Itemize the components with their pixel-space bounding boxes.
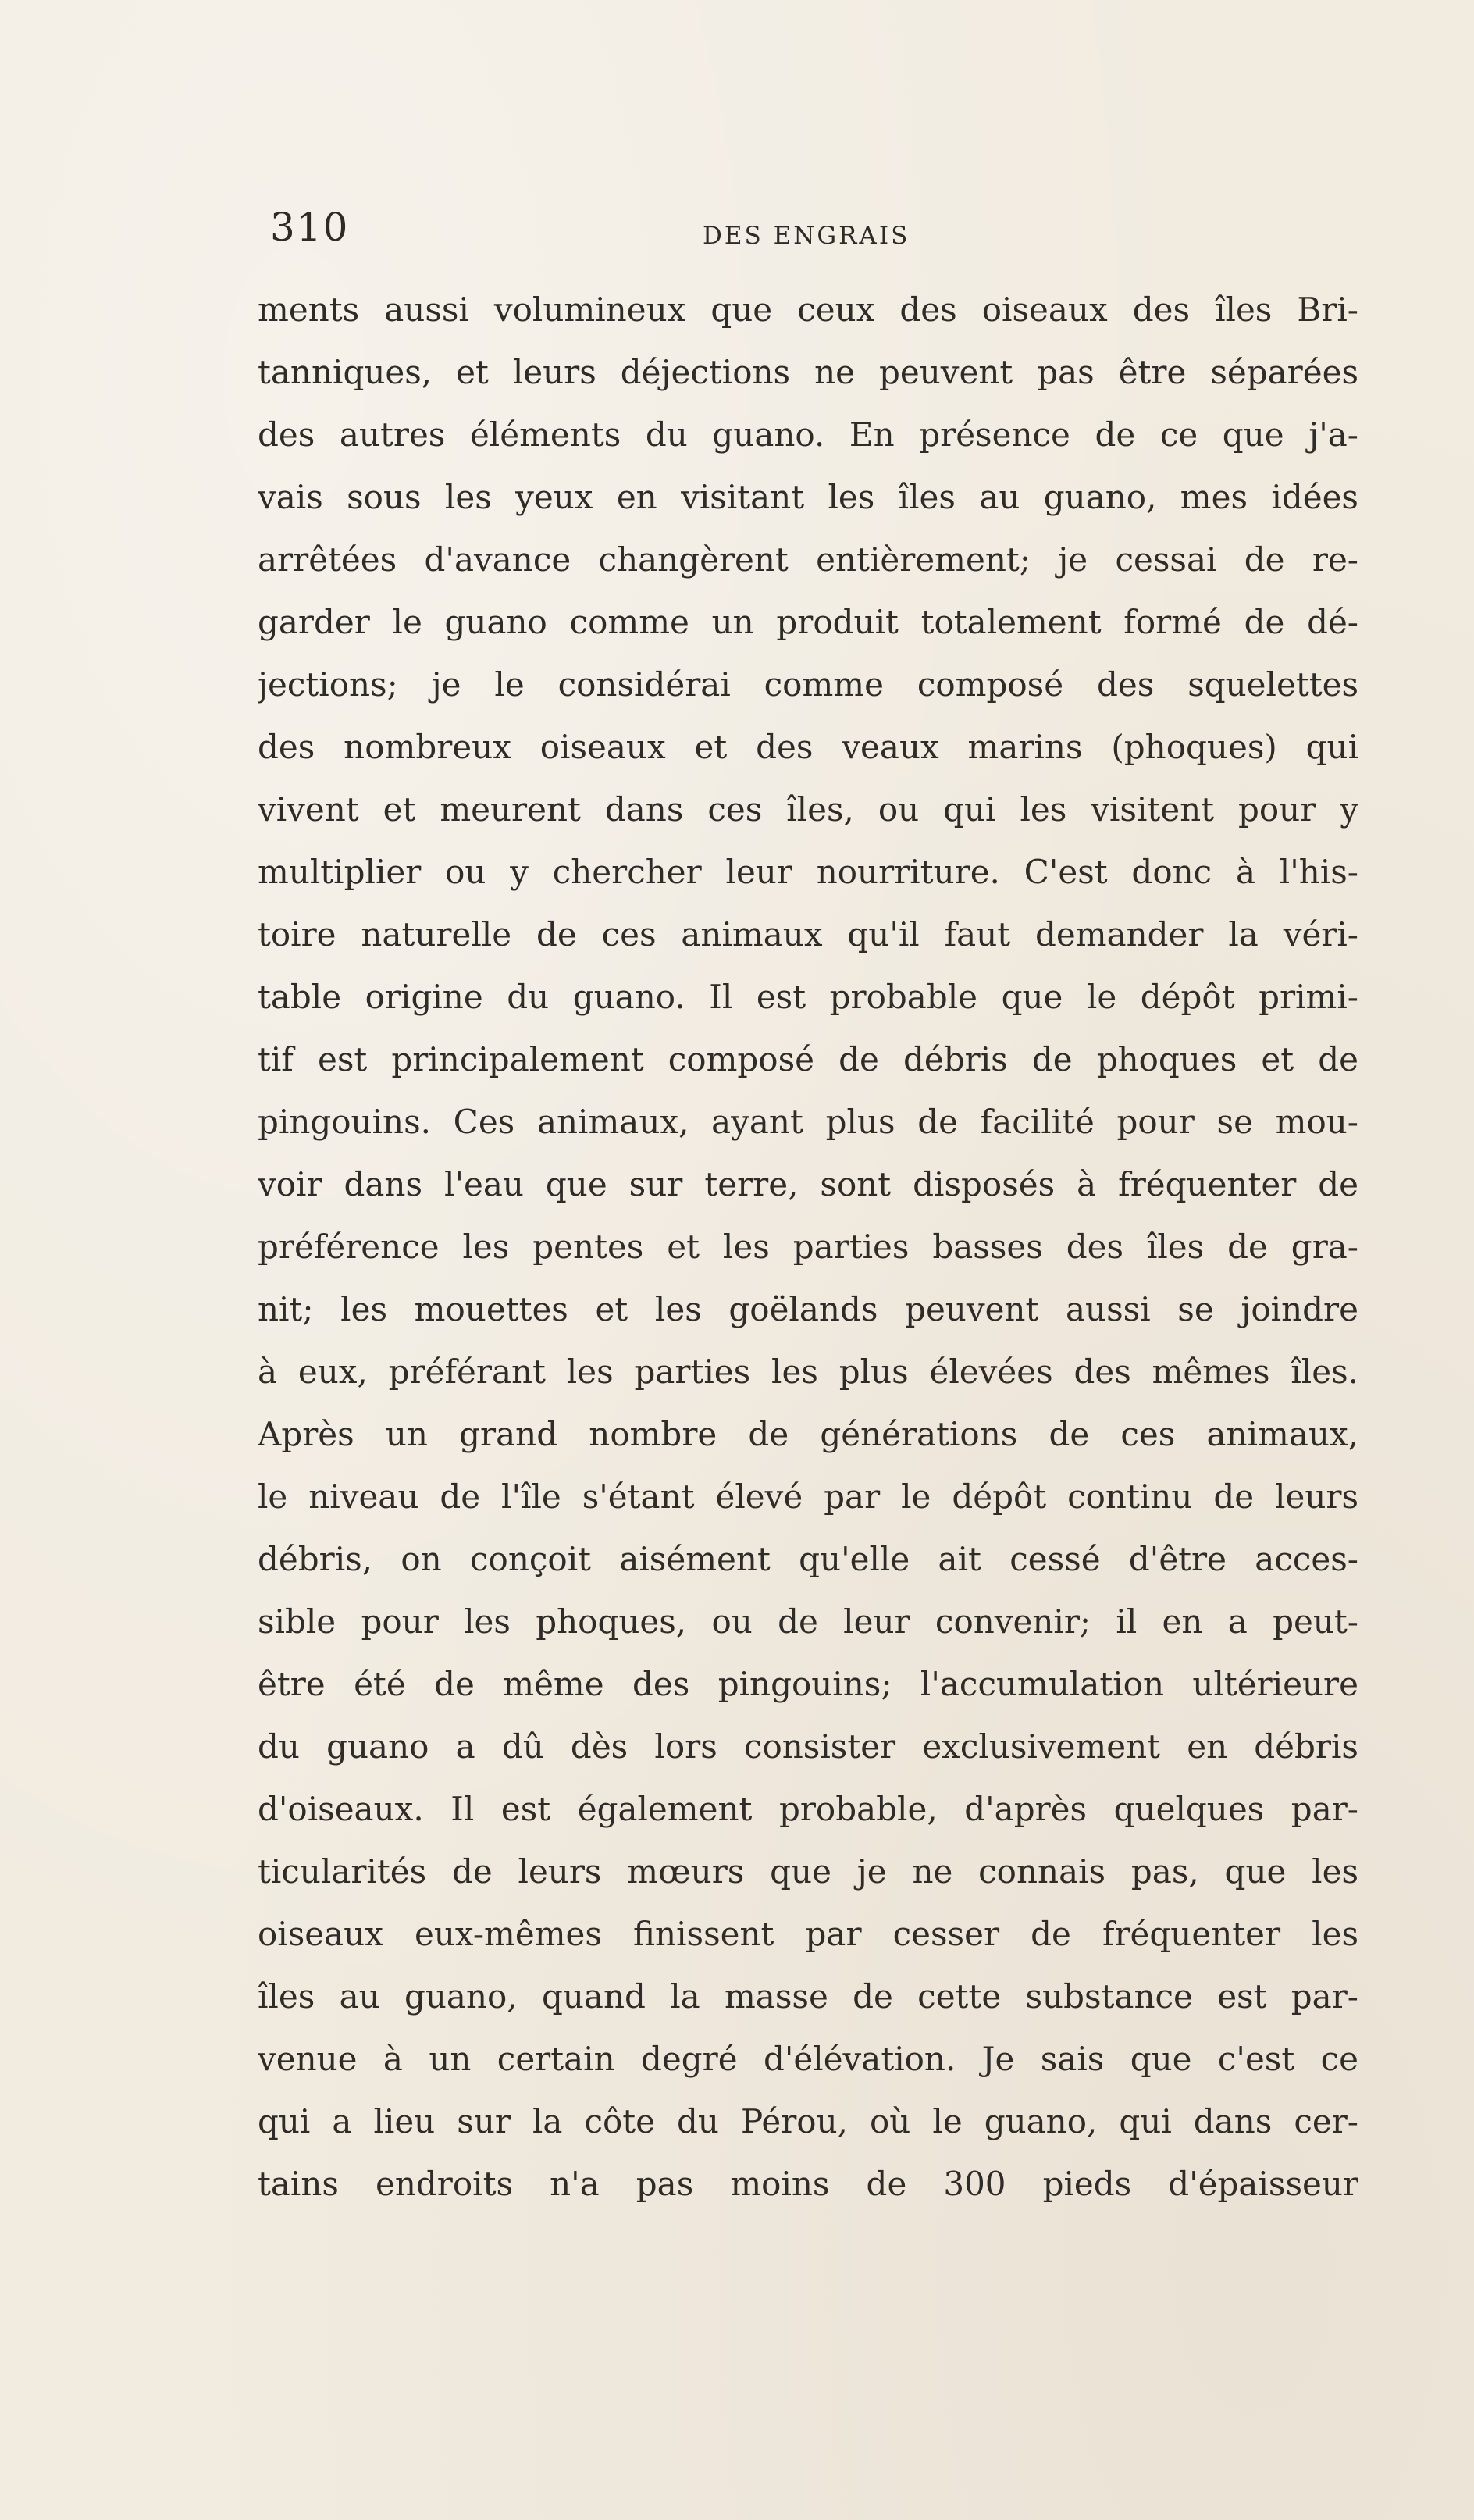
text-line: préférence les pentes et les parties basses des îles de gra- xyxy=(258,1228,1358,1266)
text-line: des autres éléments du guano. En présence de ce que j'a- xyxy=(258,415,1358,454)
text-line: le niveau de l'île s'étant élevé par le dépôt continu de leurs xyxy=(258,1477,1358,1516)
text-line: pingouins. Ces animaux, ayant plus de facilité pour se mou- xyxy=(258,1103,1358,1141)
running-title: DES ENGRAIS xyxy=(703,222,910,250)
page-number: 310 xyxy=(270,205,350,250)
text-line: oiseaux eux-mêmes finissent par cesser de fréquenter les xyxy=(258,1915,1358,1953)
text-line: Après un grand nombre de générations de ces animaux, xyxy=(258,1415,1358,1453)
text-line: tanniques, et leurs déjections ne peuvent pas être séparées xyxy=(258,353,1358,391)
text-line: multiplier ou y chercher leur nourriture. C'est donc à l'his- xyxy=(258,853,1358,891)
text-line: table origine du guano. Il est probable que le dépôt primi- xyxy=(258,978,1358,1016)
text-line: à eux, préférant les parties les plus élevées des mêmes îles. xyxy=(258,1353,1358,1391)
text-line: sible pour les phoques, ou de leur convenir; il en a peut- xyxy=(258,1602,1358,1641)
text-line: du guano a dû dès lors consister exclusivement en débris xyxy=(258,1727,1358,1766)
text-line: qui a lieu sur la côte du Pérou, où le guano, qui dans cer- xyxy=(258,2102,1358,2140)
text-line: d'oiseaux. Il est également probable, d'après quelques par- xyxy=(258,1790,1358,1828)
text-line: débris, on conçoit aisément qu'elle ait cessé d'être acces- xyxy=(258,1540,1358,1578)
body-text xyxy=(258,279,1358,2215)
text-line: arrêtées d'avance changèrent entièrement; je cessai de re- xyxy=(258,540,1358,579)
text-line: îles au guano, quand la masse de cette substance est par- xyxy=(258,1977,1358,2016)
page-header xyxy=(258,205,1358,267)
text-line: ments aussi volumineux que ceux des oiseaux des îles Bri- xyxy=(258,290,1358,329)
text-line: jections; je le considérai comme composé des squelettes xyxy=(258,665,1358,704)
text-line: tif est principalement composé de débris de phoques et de xyxy=(258,1040,1358,1078)
text-line: vivent et meurent dans ces îles, ou qui les visitent pour y xyxy=(258,790,1358,829)
text-line: garder le guano comme un produit totalement formé de dé- xyxy=(258,603,1358,641)
text-line: toire naturelle de ces animaux qu'il faut demander la véri- xyxy=(258,915,1358,953)
text-line: des nombreux oiseaux et des veaux marins (phoques) qui xyxy=(258,728,1358,766)
text-line: nit; les mouettes et les goëlands peuvent aussi se joindre xyxy=(258,1290,1358,1328)
text-line: ticularités de leurs mœurs que je ne connais pas, que les xyxy=(258,1852,1358,1891)
text-line: voir dans l'eau que sur terre, sont disposés à fréquenter de xyxy=(258,1165,1358,1203)
text-line: tains endroits n'a pas moins de 300 pieds d'épaisseur xyxy=(258,2165,1358,2203)
text-line: vais sous les yeux en visitant les îles au guano, mes idées xyxy=(258,478,1358,516)
text-line: être été de même des pingouins; l'accumulation ultérieure xyxy=(258,1665,1358,1703)
text-line: venue à un certain degré d'élévation. Je sais que c'est ce xyxy=(258,2040,1358,2078)
